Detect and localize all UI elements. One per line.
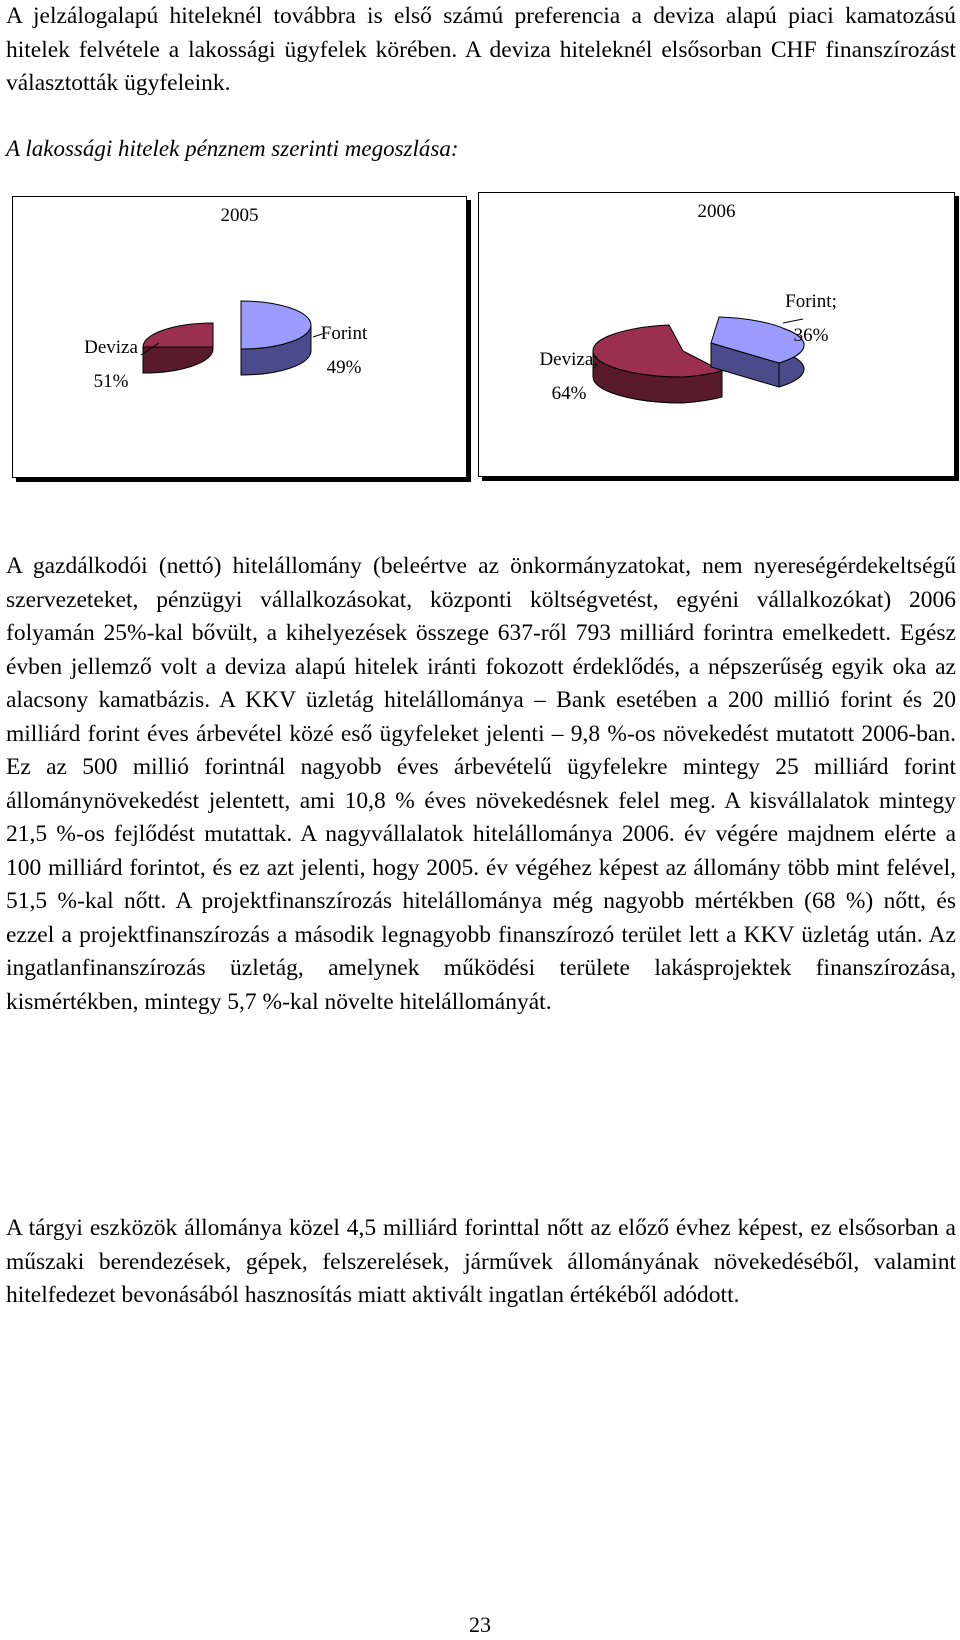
label-value: 36% [793,325,829,346]
label-value: 51% [93,371,129,392]
chart-title: 2005 [220,205,259,226]
pie-label-deviza [71,331,151,399]
pie-slice-deviza [143,323,213,347]
pie-label-forint [741,285,881,353]
label-name: Deviza; [539,349,599,370]
body-paragraph-assets: A tárgyi eszközök állománya közel 4,5 milliárd forinttal nőtt az előző évhez képest, ez elsősorban a műszaki berendezések, gépek, felszerelések, járművek állományának növekedéséből, valamint hitelfedezet bevonásából hasznosítás miatt aktivált ingatlan értékéből adódott. [6,1215,956,1308]
chart-caption: A lakossági hitelek pénznem szerinti megoszlása: [6,136,459,161]
chart-title: 2006 [697,201,736,222]
label-value: 49% [326,357,362,378]
pie-chart-2005 [12,196,467,478]
label-name: Forint [320,323,368,344]
pie-chart-svg [479,193,954,476]
pie-label-forint [299,317,389,385]
label-value: 64% [551,383,587,404]
pie-label-deviza [519,343,619,411]
body-paragraph-credit: A gazdálkodói (nettó) hitelállomány (beleértve az önkormányzatokat, nem nyereségérdekeltségű szervezeteket, pénzügyi vállalkozásokat, központi költségvetést, egyéni vállalkozókat) 2006 folyamán 25%-kal bővült, a kihelyezések összege 637-ről 793 milliárd forintra emelkedett. Egész évben jellemző volt a deviza alapú hitelek iránti fokozott érdeklődés, a népszerűség egyik oka az alacsony kamatbázis. A KKV üzletág hitelállománya – Bank esetében a 200 millió forint és 20 milliárd forint éves árbevétel közé eső ügyfeleket jelenti – 9,8 %-os növekedést mutatott 2006-ban. Ez az 500 millió forintnál nagyobb éves árbevételű ügyfelekre mintegy 25 milliárd forint állománynövekedést jelentett, ami 10,8 % éves növekedésnek felel meg. A kisvállalatok mintegy 21,5 %-os fejlődést mutattak. A nagyvállalatok hitelállománya 2006. év végére majdnem elérte a 100 milliárd forintot, és ez azt jelenti, hogy 2005. év végéhez képest az állomány több mint felével, 51,5 %-kal nőtt. A projektfinanszírozás hitelállománya még nagyobb mértékben (68 %) nőtt, és ezzel a projektfinanszírozás a második legnagyobb finanszírozó terület lett a KKV üzletág után. Az ingatlanfinanszírozás üzletág, amelynek működési területe lakásprojektek finanszírozása, kismértékben, mintegy 5,7 %-kal növelte hitelállományát. [6,553,956,1015]
pie-chart-2006 [478,192,955,477]
intro-paragraph: A jelzálogalapú hiteleknél továbbra is első számú preferencia a deviza alapú piaci kamatozású hitelek felvétele a lakossági ügyfelek körében. A deviza hiteleknél elsősorban CHF finanszírozást választották ügyfeleink. [6,3,956,96]
page-number: 23 [469,1612,491,1637]
label-name: Deviza [84,337,138,358]
label-name: Forint; [785,291,837,312]
